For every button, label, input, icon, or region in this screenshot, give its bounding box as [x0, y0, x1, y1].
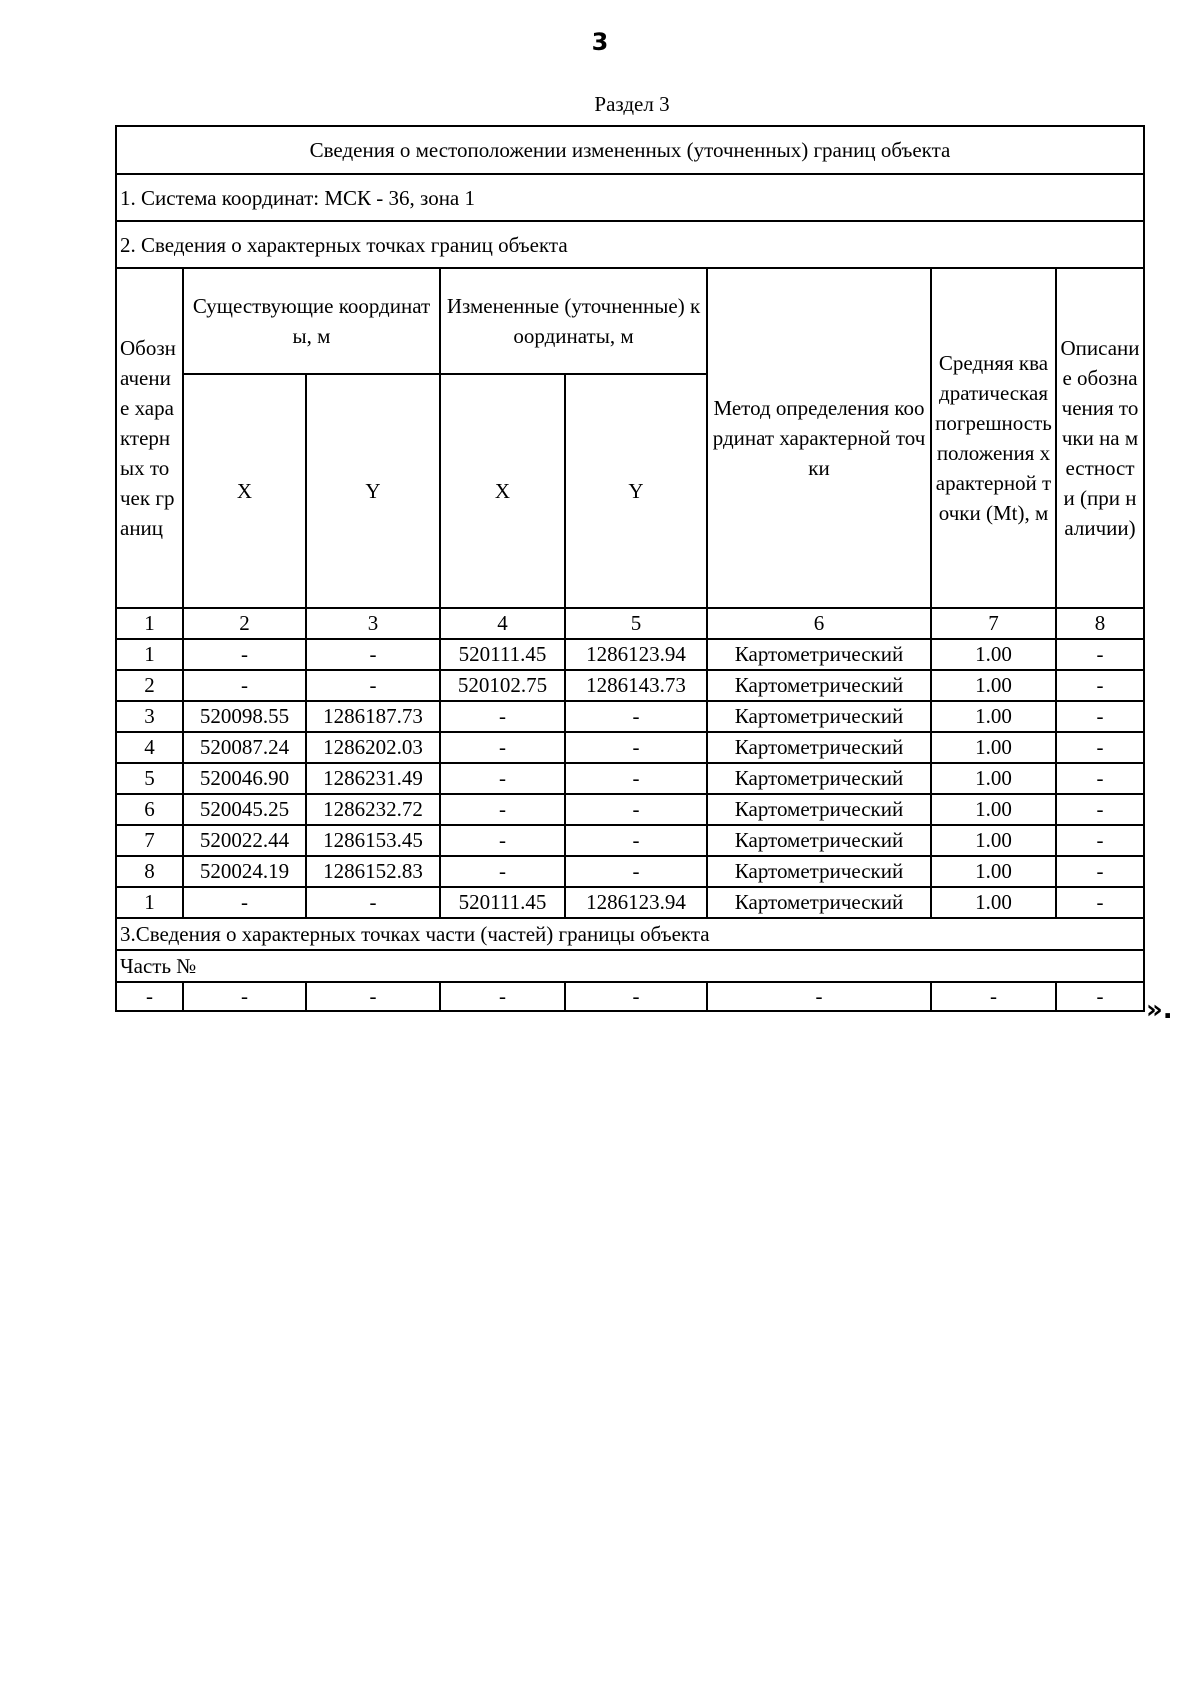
part-cell: - — [707, 982, 931, 1011]
column-number: 3 — [306, 608, 440, 639]
cell-changed-y: - — [565, 701, 707, 732]
cell-existing-y: 1286232.72 — [306, 794, 440, 825]
cell-existing-y: 1286152.83 — [306, 856, 440, 887]
page-number: 3 — [591, 28, 609, 56]
cell-point-id: 6 — [116, 794, 183, 825]
table-row — [116, 763, 1144, 794]
cell-mt-error: 1.00 — [931, 763, 1056, 794]
cell-changed-x: - — [440, 794, 565, 825]
table-row — [116, 639, 1144, 670]
cell-description: - — [1056, 763, 1144, 794]
cell-method: Картометрический — [707, 825, 931, 856]
cell-changed-x: - — [440, 732, 565, 763]
part-cell: - — [565, 982, 707, 1011]
cell-changed-y: - — [565, 856, 707, 887]
points-heading: 2. Сведения о характерных точках границ объекта — [116, 221, 1144, 268]
table-row — [116, 670, 1144, 701]
cell-existing-x: 520098.55 — [183, 701, 306, 732]
table-row — [116, 825, 1144, 856]
table-row — [116, 701, 1144, 732]
column-number: 5 — [565, 608, 707, 639]
cell-changed-x: - — [440, 825, 565, 856]
cell-existing-x: 520045.25 — [183, 794, 306, 825]
part-cell: - — [440, 982, 565, 1011]
cell-point-id: 1 — [116, 639, 183, 670]
header-error: Средняя квадратическая погрешность положения характерной точки (Mt), м — [931, 268, 1056, 608]
cell-mt-error: 1.00 — [931, 825, 1056, 856]
table-title: Сведения о местоположении измененных (уточненных) границ объекта — [116, 126, 1144, 174]
cell-method: Картометрический — [707, 763, 931, 794]
boundary-points-table — [115, 125, 1145, 1012]
table-row — [116, 794, 1144, 825]
cell-changed-y: - — [565, 794, 707, 825]
cell-method: Картометрический — [707, 794, 931, 825]
header-description: Описание обозначения точки на местности (при наличии) — [1056, 268, 1144, 608]
cell-mt-error: 1.00 — [931, 794, 1056, 825]
cell-point-id: 2 — [116, 670, 183, 701]
part-label: Часть № — [116, 950, 1144, 982]
cell-changed-y: - — [565, 732, 707, 763]
part-cell: - — [306, 982, 440, 1011]
cell-existing-x: 520022.44 — [183, 825, 306, 856]
part-cell: - — [931, 982, 1056, 1011]
cell-description: - — [1056, 701, 1144, 732]
cell-existing-y: 1286202.03 — [306, 732, 440, 763]
part-cell: - — [116, 982, 183, 1011]
cell-method: Картометрический — [707, 701, 931, 732]
cell-point-id: 8 — [116, 856, 183, 887]
header-designation: Обозначение характерных точек границ — [116, 268, 183, 608]
cell-method: Картометрический — [707, 732, 931, 763]
coordinate-system: 1. Система координат: МСК - 36, зона 1 — [116, 174, 1144, 221]
header-existing: Существующие координаты, м — [183, 268, 440, 374]
cell-description: - — [1056, 794, 1144, 825]
cell-changed-x: 520102.75 — [440, 670, 565, 701]
cell-existing-y: 1286231.49 — [306, 763, 440, 794]
cell-changed-y: - — [565, 825, 707, 856]
cell-point-id: 1 — [116, 887, 183, 918]
column-number: 6 — [707, 608, 931, 639]
cell-description: - — [1056, 856, 1144, 887]
cell-existing-y: 1286187.73 — [306, 701, 440, 732]
section-label: Раздел 3 — [594, 92, 670, 116]
header-existing-x: X — [183, 374, 306, 608]
cell-method: Картометрический — [707, 856, 931, 887]
part-cell: - — [1056, 982, 1144, 1011]
cell-changed-x: - — [440, 763, 565, 794]
column-number: 4 — [440, 608, 565, 639]
cell-changed-y: - — [565, 763, 707, 794]
cell-method: Картометрический — [707, 670, 931, 701]
cell-existing-x: - — [183, 887, 306, 918]
cell-mt-error: 1.00 — [931, 639, 1056, 670]
cell-description: - — [1056, 639, 1144, 670]
cell-existing-x: - — [183, 639, 306, 670]
column-number: 1 — [116, 608, 183, 639]
cell-point-id: 3 — [116, 701, 183, 732]
cell-changed-x: 520111.45 — [440, 887, 565, 918]
part-cell: - — [183, 982, 306, 1011]
cell-mt-error: 1.00 — [931, 732, 1056, 763]
cell-changed-x: - — [440, 701, 565, 732]
cell-existing-y: - — [306, 887, 440, 918]
cell-changed-y: 1286123.94 — [565, 887, 707, 918]
column-number: 7 — [931, 608, 1056, 639]
cell-description: - — [1056, 732, 1144, 763]
table-row — [116, 856, 1144, 887]
cell-mt-error: 1.00 — [931, 887, 1056, 918]
cell-changed-y: 1286123.94 — [565, 639, 707, 670]
cell-changed-x: 520111.45 — [440, 639, 565, 670]
cell-mt-error: 1.00 — [931, 670, 1056, 701]
closing-quote: ». — [1146, 995, 1173, 1025]
cell-method: Картометрический — [707, 639, 931, 670]
cell-existing-x: 520087.24 — [183, 732, 306, 763]
cell-point-id: 4 — [116, 732, 183, 763]
header-changed-y: Y — [565, 374, 707, 608]
cell-existing-y: - — [306, 639, 440, 670]
table-row — [116, 732, 1144, 763]
cell-existing-x: - — [183, 670, 306, 701]
header-changed-x: X — [440, 374, 565, 608]
table-row — [116, 887, 1144, 918]
cell-description: - — [1056, 670, 1144, 701]
cell-existing-x: 520024.19 — [183, 856, 306, 887]
parts-heading: 3.Сведения о характерных точках части (частей) границы объекта — [116, 918, 1144, 950]
column-number: 8 — [1056, 608, 1144, 639]
header-changed: Измененные (уточненные) координаты, м — [440, 268, 707, 374]
cell-description: - — [1056, 825, 1144, 856]
header-method: Метод определения координат характерной точки — [707, 268, 931, 608]
cell-point-id: 5 — [116, 763, 183, 794]
cell-changed-y: 1286143.73 — [565, 670, 707, 701]
cell-method: Картометрический — [707, 887, 931, 918]
cell-changed-x: - — [440, 856, 565, 887]
cell-point-id: 7 — [116, 825, 183, 856]
cell-description: - — [1056, 887, 1144, 918]
cell-mt-error: 1.00 — [931, 856, 1056, 887]
cell-existing-y: 1286153.45 — [306, 825, 440, 856]
cell-existing-x: 520046.90 — [183, 763, 306, 794]
cell-mt-error: 1.00 — [931, 701, 1056, 732]
cell-existing-y: - — [306, 670, 440, 701]
header-existing-y: Y — [306, 374, 440, 608]
column-number: 2 — [183, 608, 306, 639]
